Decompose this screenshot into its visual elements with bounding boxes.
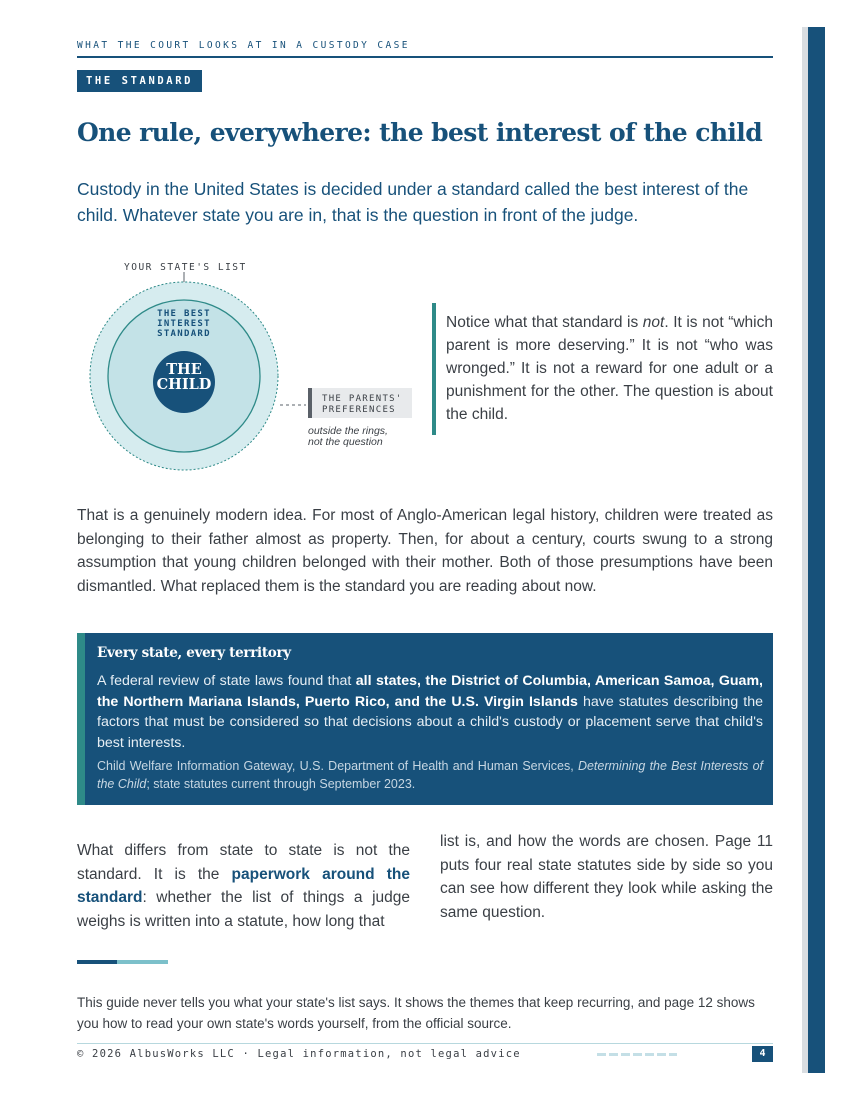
center-label: THE CHILD: [156, 361, 212, 393]
section-divider-light: [117, 960, 168, 964]
page-edge-bar: [802, 0, 850, 1100]
section-divider-dark: [77, 960, 117, 964]
two-column-text-left: What differs from state to state is not the standard. It is the paperwork around the standard: whether the list of things a judge weighs is written into a statute, how long that: [77, 842, 410, 930]
side-callout: [432, 303, 777, 435]
lede-paragraph: Custody in the United States is decided under a standard called the best interest of the child. Whatever state you are in, that is the question in front of the judge.: [77, 179, 749, 225]
concentric-rings-diagram: [80, 258, 420, 488]
infobox-body: A federal review of state laws found that all states, the District of Columbia, American Samoa, Guam, the Northern Mariana Islands, Puerto Rico, and the U.S. Virgin Islands have statutes describing the factors that must be considered so that decisions about a child's custody or placement serve that child's best interests.: [97, 673, 764, 751]
section-tag: THE STANDARD: [77, 70, 202, 92]
two-column-text-right: list is, and how the words are chosen. Page 11 puts four real state statutes side by side so you can see how different they look while asking the same question.: [440, 833, 773, 921]
middle-ring-label: THE BEST INTEREST STANDARD: [157, 309, 211, 339]
edge-stripe-dark: [808, 27, 825, 1073]
footnote: This guide never tells you what your state's list says. It shows the themes that keep recurring, and page 12 shows you how to read your own state's words yourself, from the official source.: [77, 995, 755, 1031]
parents-preferences-note: outside the rings, not the question: [308, 425, 388, 448]
callout-text: Notice what that standard is not. It is not “which parent is more deserving.” It is not “who was wronged.” It is not a reward for one adult or a punishment for the other. The question is about the child.: [446, 314, 773, 423]
footer-dash-ornament: [597, 1053, 677, 1056]
page-title: One rule, everywhere: the best interest of the child: [77, 118, 763, 147]
every-state-infobox: [77, 633, 773, 805]
rings-graphic: [80, 258, 420, 488]
outer-ring-label: YOUR STATE'S LIST: [124, 262, 247, 273]
infobox-accent: [77, 633, 85, 805]
infobox-source: Child Welfare Information Gateway, U.S. Department of Health and Human Services, Determining the Best Interests of the Child; state statutes current through September 2023.: [97, 759, 763, 791]
history-paragraph: That is a genuinely modern idea. For most of Anglo-American legal history, children were treated as belonging to their father almost as property. Then, for about a century, courts swung to a strong assumption that young children belonged with their mother. Both of those presumptions have been dismantled. What replaced them is the standard you are reading about now.: [77, 507, 773, 595]
page-number: 4: [752, 1046, 773, 1062]
footer-rule: [77, 1043, 773, 1044]
parents-preferences-label: THE PARENTS' PREFERENCES: [322, 394, 403, 415]
footer-copyright: © 2026 AlbusWorks LLC · Legal information, not legal advice: [77, 1048, 521, 1060]
header-rule: [77, 56, 773, 58]
infobox-heading: Every state, every territory: [97, 645, 291, 661]
running-head: WHAT THE COURT LOOKS AT IN A CUSTODY CASE: [77, 40, 410, 51]
parents-preferences-box: [308, 388, 412, 418]
